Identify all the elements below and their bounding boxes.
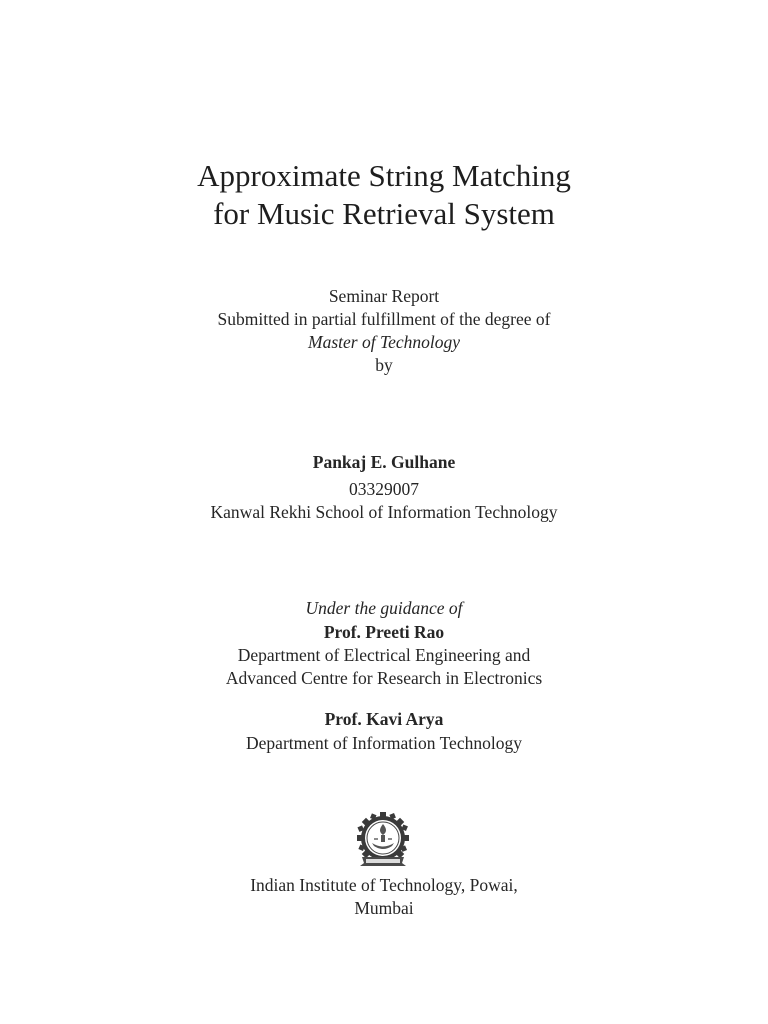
author-name: Pankaj E. Gulhane xyxy=(312,452,456,472)
submission-statement: Submitted in partial fulfillment of the degree of xyxy=(217,309,551,329)
iit-bombay-emblem-icon xyxy=(350,810,416,872)
guide-1-department-line-1: Department of Electrical Engineering and xyxy=(237,645,531,665)
guide-2-department: Department of Information Technology xyxy=(246,733,522,753)
report-title-line-1: Approximate String Matching xyxy=(197,158,571,193)
report-type: Seminar Report xyxy=(328,286,440,306)
guidance-intro: Under the guidance of xyxy=(305,598,463,618)
institute-name-line-2: Mumbai xyxy=(354,898,414,918)
author-roll-number: 03329007 xyxy=(349,479,419,499)
guide-1-department-line-2: Advanced Centre for Research in Electronics xyxy=(225,668,543,688)
degree-name: Master of Technology xyxy=(308,332,460,352)
report-title-line-2: for Music Retrieval System xyxy=(213,196,555,231)
guide-1-name: Prof. Preeti Rao xyxy=(323,622,445,642)
guide-2-name: Prof. Kavi Arya xyxy=(324,709,444,729)
institute-name-line-1: Indian Institute of Technology, Powai, xyxy=(250,875,518,895)
by-label: by xyxy=(375,355,393,375)
author-school: Kanwal Rekhi School of Information Technology xyxy=(210,502,558,522)
